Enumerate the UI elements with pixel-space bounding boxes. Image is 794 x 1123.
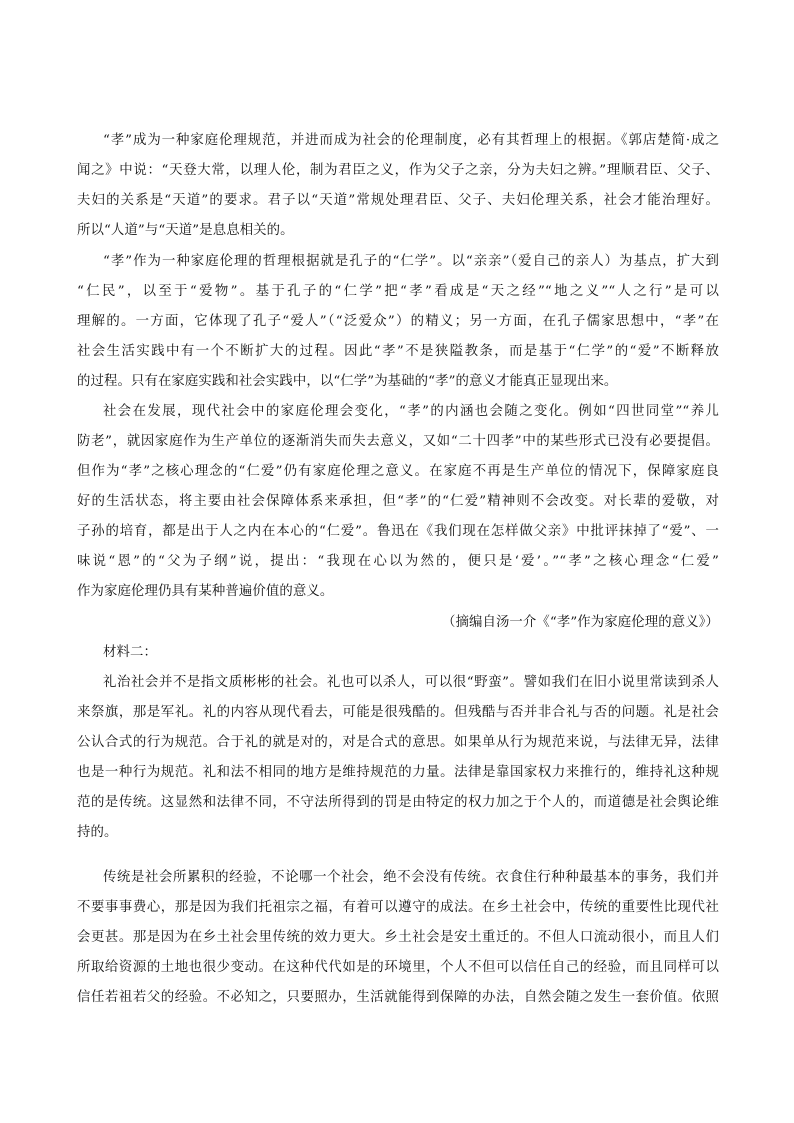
paragraph-line: 子孙的培育，都是出于人之内在本心的“仁爱”。鲁迅在《我们现在怎样做父亲》中批评抹掉了“爱”、一 — [77, 524, 719, 539]
paragraph-line: 社会在发展，现代社会中的家庭伦理会变化，“孝”的内涵也会随之变化。例如“四世同堂”“养儿 — [103, 404, 719, 419]
paragraph-line: 理解的。一方面，它体现了孔子“爱人”（“泛爱众”）的精义；另一方面，在孔子儒家思想中，“孝”在 — [77, 314, 719, 329]
paragraph-line: 会更甚。那是因为在乡土社会里传统的效力更大。乡土社会是安土重迁的。不但人口流动很小，而且人们 — [77, 930, 719, 945]
paragraph-line: “仁民”，以至于“爱物”。基于孔子的“仁学”把“孝”看成是“天之经”“地之义”“人之行”是可以 — [77, 284, 719, 299]
paragraph-line: 夫妇的关系是“天道”的要求。君子以“天道”常规处理君臣、父子、夫妇伦理关系，社会才能治理好。 — [77, 193, 719, 208]
paragraph-line: 来祭旗，那是军礼。礼的内容从现代看去，可能是很残酷的。但残酷与否并非合礼与否的问题。礼是社会 — [77, 705, 719, 720]
paragraph-line: 好的生活状态，将主要由社会保障体系来承担，但“孝”的“仁爱”精神则不会改变。对长辈的爱敬，对 — [77, 494, 719, 509]
paragraph-line: 信任若祖若父的经验。不必知之，只要照办，生活就能得到保障的办法，自然会随之发生一套价值。依照 — [77, 990, 719, 1005]
paragraph-line: 闻之》中说：“天登大常，以理人伦，制为君臣之义，作为父子之亲，分为夫妇之辨。”理顺君臣、父子、 — [77, 163, 719, 178]
paragraph-line: 范的是传统。这显然和法律不同，不守法所得到的罚是由特定的权力加之于个人的，而道德是社会舆论维 — [77, 795, 719, 810]
paragraph-line: 持的。 — [77, 825, 118, 840]
paragraph-line: “孝”作为一种家庭伦理的哲理根据就是孔子的“仁学”。以“亲亲”（爱自己的亲人）为基点，扩大到 — [103, 254, 719, 269]
paragraph-line: 社会生活实践中有一个不断扩大的过程。因此“孝”不是狭隘教条，而是基于“仁学”的“爱”不断释放 — [77, 344, 719, 359]
section-heading: 材料二： — [103, 645, 157, 660]
paragraph-line: 但作为“孝”之核心理念的“仁爱”仍有家庭伦理之意义。在家庭不再是生产单位的情况下，保障家庭良 — [77, 464, 719, 479]
paragraph-line: 所取给资源的土地也很少变动。在这种代代如是的环境里，个人不但可以信任自己的经验，而且同样可以 — [77, 960, 719, 975]
paragraph-line: 也是一种行为规范。礼和法不相同的地方是维持规范的力量。法律是靠国家权力来推行的，维持礼这种规 — [77, 765, 719, 780]
paragraph-line: 防老”，就因家庭作为生产单位的逐渐消失而失去意义，又如“二十四孝”中的某些形式已没有必要提倡。 — [77, 434, 719, 449]
paragraph-line: 的过程。只有在家庭实践和社会实践中，以“仁学”为基础的“孝”的意义才能真正显现出来。 — [77, 374, 618, 389]
paragraph-line: 礼治社会并不是指文质彬彬的社会。礼也可以杀人，可以很“野蛮”。譬如我们在旧小说里常读到杀人 — [103, 675, 719, 690]
paragraph-line: 不要事事费心，那是因为我们托祖宗之福，有着可以遵守的成法。在乡土社会中，传统的重要性比现代社 — [77, 900, 719, 915]
paragraph-line: 传统是社会所累积的经验，不论哪一个社会，绝不会没有传统。衣食住行种种最基本的事务，我们并 — [103, 870, 719, 885]
paragraph-line: 味说“恩”的“父为子纲”说，提出：“我现在心以为然的，便只是‘爱’。”“孝”之核心理念“仁爱” — [77, 554, 719, 569]
paragraph-line: 作为家庭伦理仍具有某种普遍价值的意义。 — [77, 584, 334, 599]
source-citation: （摘编自汤一介《“孝”作为家庭伦理的意义》） — [441, 615, 719, 630]
paragraph-line: 所以“人道”与“天道”是息息相关的。 — [77, 223, 294, 238]
paragraph-line: “孝”成为一种家庭伦理规范，并进而成为社会的伦理制度，必有其哲理上的根据。《郭店楚简·成之 — [103, 133, 719, 148]
paragraph-line: 公认合式的行为规范。合于礼的就是对的，对是合式的意思。如果单从行为规范来说，与法律无异，法律 — [77, 735, 719, 750]
